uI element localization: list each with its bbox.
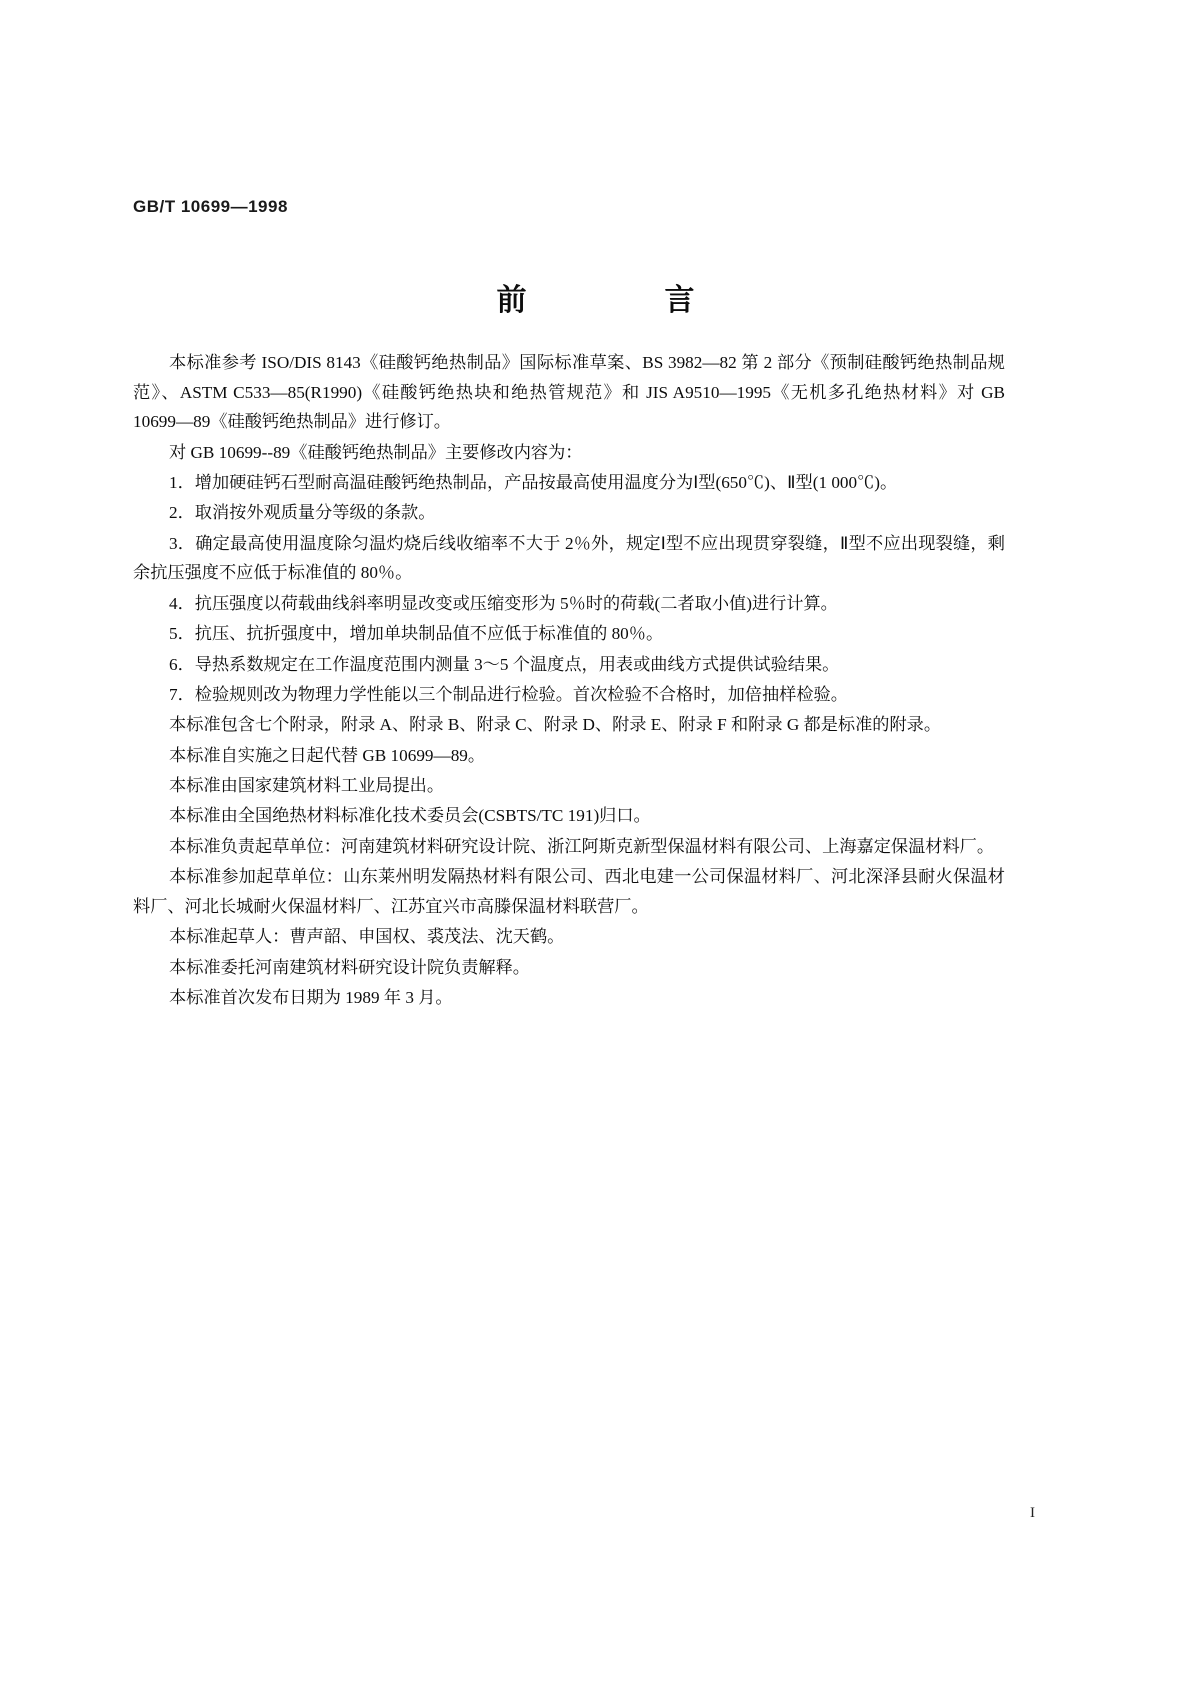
- paragraph: 7．检验规则改为物理力学性能以三个制品进行检验。首次检验不合格时，加倍抽样检验。: [169, 684, 848, 704]
- paragraph: 本标准负责起草单位：河南建筑材料研究设计院、浙江阿斯克新型保温材料有限公司、上海嘉定保温材料厂。: [169, 836, 995, 856]
- paragraph: 1．增加硬硅钙石型耐高温硅酸钙绝热制品，产品按最高使用温度分为Ⅰ型(650℃)、Ⅱ型(1 000℃)。: [169, 472, 898, 492]
- paragraph: 4．抗压强度以荷载曲线斜率明显改变或压缩变形为 5％时的荷载(二者取小值)进行计算。: [169, 593, 838, 613]
- paragraph: 本标准起草人：曹声韶、申国权、裘茂法、沈天鹤。: [169, 927, 565, 947]
- foreword-body: [133, 348, 1005, 1013]
- page-number: I: [1030, 1505, 1035, 1521]
- paragraph: 5．抗压、抗折强度中，增加单块制品值不应低于标准值的 80％。: [169, 624, 664, 644]
- paragraph: 本标准参加起草单位：山东莱州明发隔热材料有限公司、西北电建一公司保温材料厂、河北深泽县耐火保温材料厂、河北长城耐火保温材料厂、江苏宜兴市高滕保温材料联营厂。: [133, 867, 1005, 916]
- page-title: 前 言: [496, 283, 721, 318]
- paragraph: 3．确定最高使用温度除匀温灼烧后线收缩率不大于 2％外，规定Ⅰ型不应出现贯穿裂缝，Ⅱ型不应出现裂缝，剩余抗压强度不应低于标准值的 80％。: [133, 533, 1005, 583]
- paragraph: 本标准由国家建筑材料工业局提出。: [169, 776, 445, 796]
- paragraph: 对 GB 10699--89《硅酸钙绝热制品》主要修改内容为：: [169, 442, 583, 462]
- paragraph: 本标准由全国绝热材料标准化技术委员会(CSBTS/TC 191)归口。: [169, 806, 651, 826]
- paragraph: 本标准参考 ISO/DIS 8143《硅酸钙绝热制品》国际标准草案、BS 3982—82 第 2 部分《预制硅酸钙绝热制品规范》、ASTM C533—85(R1990)《硅酸钙绝热块和绝热管规范》和 JIS A9510—1995《无机多孔绝热材料》对 GB 10699—89《硅酸钙绝热制品》进行修订。: [133, 353, 1005, 432]
- paragraph: 本标准自实施之日起代替 GB 10699—89。: [169, 745, 486, 765]
- paragraph: 6．导热系数规定在工作温度范围内测量 3～5 个温度点，用表或曲线方式提供试验结果。: [169, 654, 840, 674]
- standard-code: GB/T 10699—1998: [133, 197, 288, 216]
- paragraph: 本标准委托河南建筑材料研究设计院负责解释。: [169, 957, 530, 977]
- paragraph: 2．取消按外观质量分等级的条款。: [169, 503, 436, 523]
- paragraph: 本标准包含七个附录，附录 A、附录 B、附录 C、附录 D、附录 E、附录 F 和附录 G 都是标准的附录。: [169, 715, 942, 735]
- paragraph: 本标准首次发布日期为 1989 年 3 月。: [169, 988, 453, 1008]
